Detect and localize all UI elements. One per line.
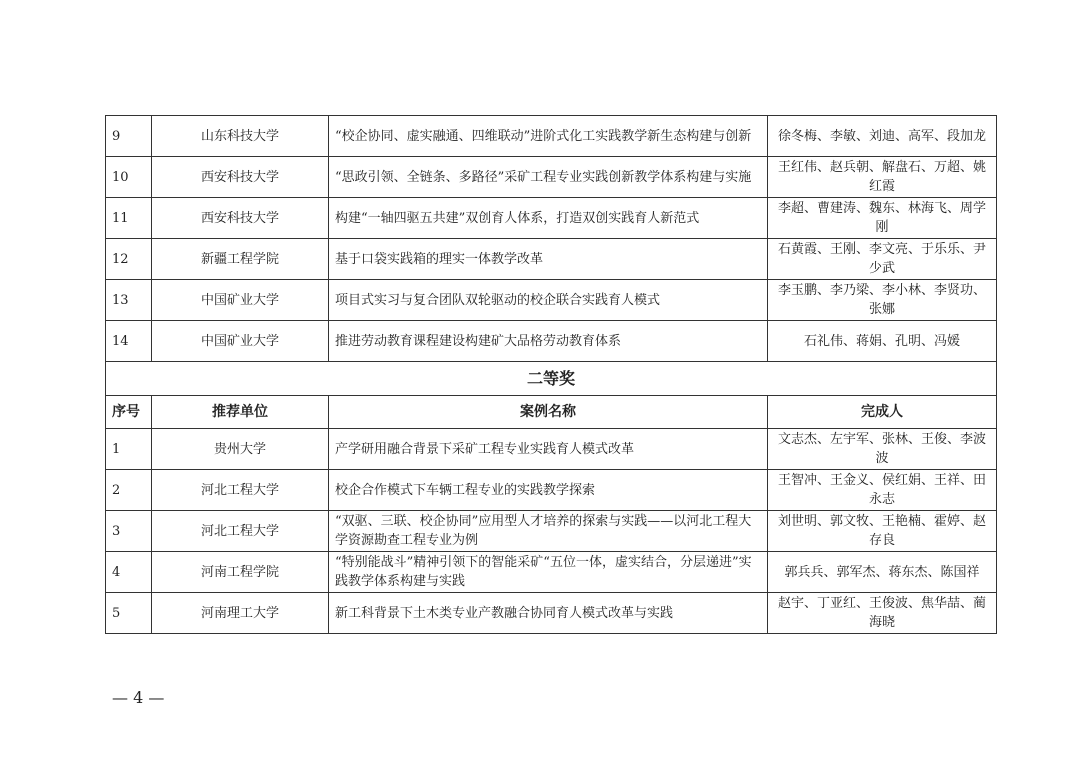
recommending-unit: 河南理工大学 xyxy=(152,593,329,634)
case-name: “特别能战斗”精神引领下的智能采矿“五位一体，虚实结合，分层递进”实践教学体系构建与实践 xyxy=(329,552,768,593)
case-name: “双驱、三联、校企协同”应用型人才培养的探索与实践——以河北工程大学资源勘查工程专业为例 xyxy=(329,511,768,552)
completers: 赵宇、丁亚红、王俊波、焦华喆、蔺海晓 xyxy=(768,593,997,634)
header-people: 完成人 xyxy=(768,396,997,429)
row-number: 12 xyxy=(106,239,152,280)
row-number: 9 xyxy=(106,116,152,157)
table-row xyxy=(106,321,997,362)
completers: 石黄霞、王刚、李文亮、于乐乐、尹少武 xyxy=(768,239,997,280)
recommending-unit: 河北工程大学 xyxy=(152,470,329,511)
completers: 李玉鹏、李乃梁、李小林、李贤功、张娜 xyxy=(768,280,997,321)
header-number: 序号 xyxy=(106,396,152,429)
header-unit: 推荐单位 xyxy=(152,396,329,429)
completers: 刘世明、郭文牧、王艳楠、霍婷、赵存良 xyxy=(768,511,997,552)
table-row xyxy=(106,552,997,593)
recommending-unit: 中国矿业大学 xyxy=(152,280,329,321)
completers: 文志杰、左宇军、张林、王俊、李波波 xyxy=(768,429,997,470)
row-number: 5 xyxy=(106,593,152,634)
row-number: 13 xyxy=(106,280,152,321)
recommending-unit: 河南工程学院 xyxy=(152,552,329,593)
row-number: 10 xyxy=(106,157,152,198)
case-name: 新工科背景下土木类专业产教融合协同育人模式改革与实践 xyxy=(329,593,768,634)
recommending-unit: 河北工程大学 xyxy=(152,511,329,552)
case-name: 推进劳动教育课程建设构建矿大品格劳动教育体系 xyxy=(329,321,768,362)
section-title: 二等奖 xyxy=(106,362,997,396)
row-number: 3 xyxy=(106,511,152,552)
case-name: 基于口袋实践箱的理实一体教学改革 xyxy=(329,239,768,280)
case-name: 项目式实习与复合团队双轮驱动的校企联合实践育人模式 xyxy=(329,280,768,321)
row-number: 4 xyxy=(106,552,152,593)
header-case: 案例名称 xyxy=(329,396,768,429)
row-number: 14 xyxy=(106,321,152,362)
recommending-unit: 山东科技大学 xyxy=(152,116,329,157)
case-name: “校企协同、虚实融通、四维联动”进阶式化工实践教学新生态构建与创新 xyxy=(329,116,768,157)
table-row xyxy=(106,239,997,280)
recommending-unit: 西安科技大学 xyxy=(152,157,329,198)
recommending-unit: 贵州大学 xyxy=(152,429,329,470)
row-number: 11 xyxy=(106,198,152,239)
case-name: 产学研用融合背景下采矿工程专业实践育人模式改革 xyxy=(329,429,768,470)
awards-table xyxy=(105,115,997,634)
row-number: 2 xyxy=(106,470,152,511)
table-row xyxy=(106,280,997,321)
table-row xyxy=(106,470,997,511)
completers: 王智冲、王金义、侯红娟、王祥、田永志 xyxy=(768,470,997,511)
case-name: 构建“一轴四驱五共建”双创育人体系，打造双创实践育人新范式 xyxy=(329,198,768,239)
page-number: — 4 — xyxy=(112,688,165,707)
table-row xyxy=(106,429,997,470)
completers: 徐冬梅、李敏、刘迪、高军、段加龙 xyxy=(768,116,997,157)
case-name: “思政引领、全链条、多路径”采矿工程专业实践创新教学体系构建与实施 xyxy=(329,157,768,198)
row-number: 1 xyxy=(106,429,152,470)
table-row xyxy=(106,157,997,198)
recommending-unit: 西安科技大学 xyxy=(152,198,329,239)
case-name: 校企合作模式下车辆工程专业的实践教学探索 xyxy=(329,470,768,511)
table-row xyxy=(106,511,997,552)
recommending-unit: 新疆工程学院 xyxy=(152,239,329,280)
completers: 郭兵兵、郭军杰、蒋东杰、陈国祥 xyxy=(768,552,997,593)
completers: 石礼伟、蒋娟、孔明、冯媛 xyxy=(768,321,997,362)
recommending-unit: 中国矿业大学 xyxy=(152,321,329,362)
table-row xyxy=(106,198,997,239)
completers: 王红伟、赵兵朝、解盘石、万超、姚红霞 xyxy=(768,157,997,198)
completers: 李超、曹建涛、魏东、林海飞、周学刚 xyxy=(768,198,997,239)
header-row xyxy=(106,396,997,429)
table-row xyxy=(106,593,997,634)
table-row xyxy=(106,116,997,157)
section-row xyxy=(106,362,997,396)
